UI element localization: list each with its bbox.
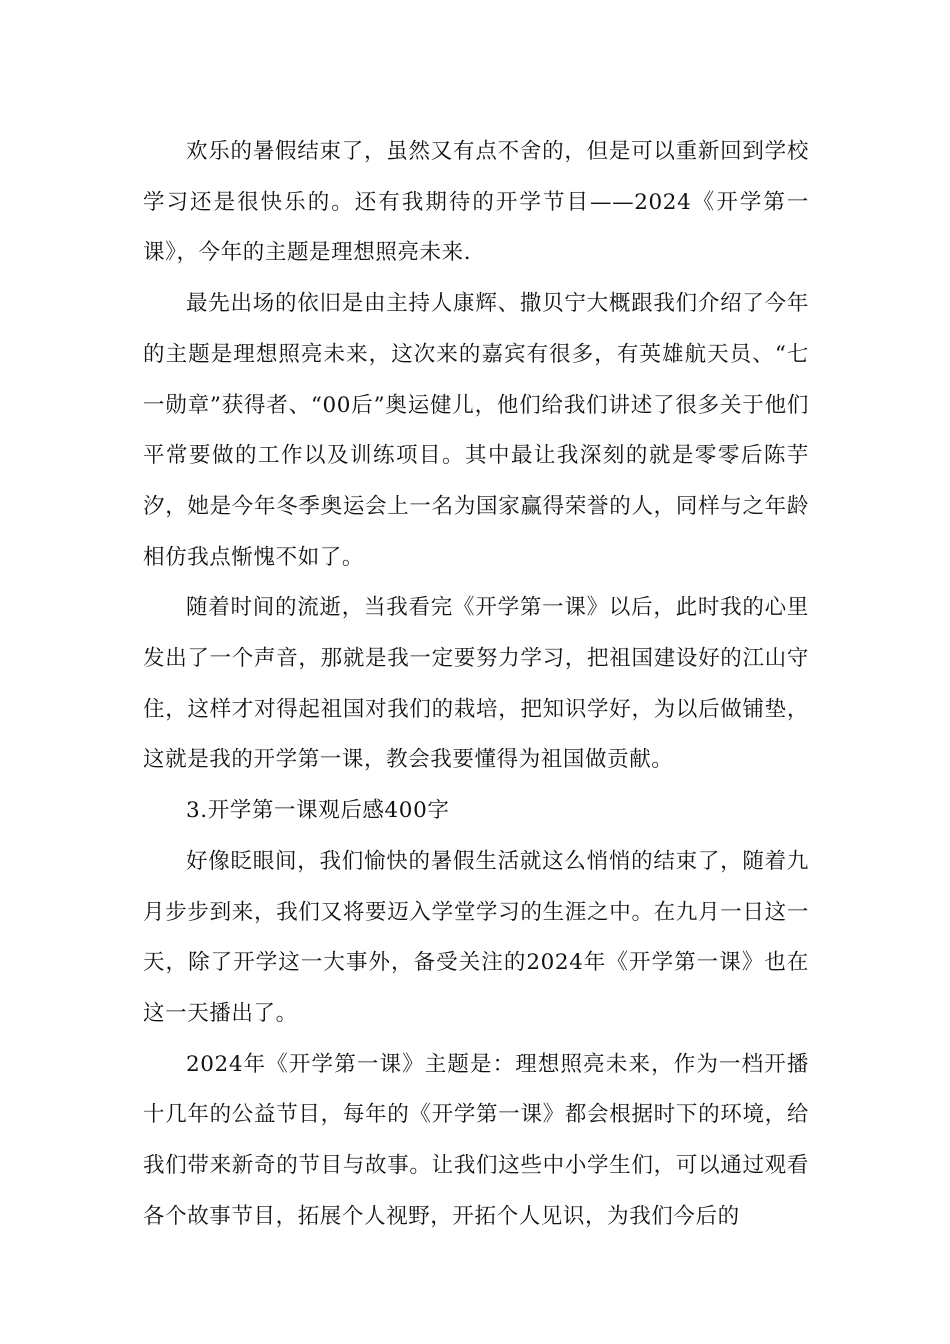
paragraph-summer-end: 欢乐的暑假结束了，虽然又有点不舍的，但是可以重新回到学校学习还是很快乐的。还有我期待的开学节目——2024《开学第一课》，今年的主题是理想照亮未来. — [143, 139, 809, 266]
document-body — [143, 127, 809, 1242]
paragraph-reflection: 随着时间的流逝，当我看完《开学第一课》以后，此时我的心里发出了一个声音，那就是我一定要努力学习，把祖国建设好的江山守住，这样才对得起祖国对我们的栽培，把知识学好，为以后做铺垫，这就是我的开学第一课，教会我要懂得为祖国做贡献。 — [143, 595, 809, 773]
paragraph-september: 好像眨眼间，我们愉快的暑假生活就这么悄悄的结束了，随着九月步步到来，我们又将要迈入学堂学习的生涯之中。在九月一日这一天，除了开学这一大事外，备受关注的2024年《开学第一课》也在这一天播出了。 — [143, 848, 809, 1026]
section-heading: 3.开学第一课观后感400字 — [186, 798, 450, 824]
paragraph-theme: 2024年《开学第一课》主题是：理想照亮未来，作为一档开播十几年的公益节目，每年的《开学第一课》都会根据时下的环境，给我们带来新奇的节目与故事。让我们这些中小学生们，可以通过观看各个故事节目，拓展个人视野，开拓个人见识，为我们今后的 — [143, 1051, 809, 1229]
paragraph-hosts-guests: 最先出场的依旧是由主持人康辉、撒贝宁大概跟我们介绍了今年的主题是理想照亮未来，这次来的嘉宾有很多，有英雄航天员、“七一勋章”获得者、“00后”奥运健儿，他们给我们讲述了很多关于他们平常要做的工作以及训练项目。其中最让我深刻的就是零零后陈芋汐，她是今年冬季奥运会上一名为国家赢得荣誉的人，同样与之年龄相仿我点惭愧不如了。 — [143, 291, 809, 570]
